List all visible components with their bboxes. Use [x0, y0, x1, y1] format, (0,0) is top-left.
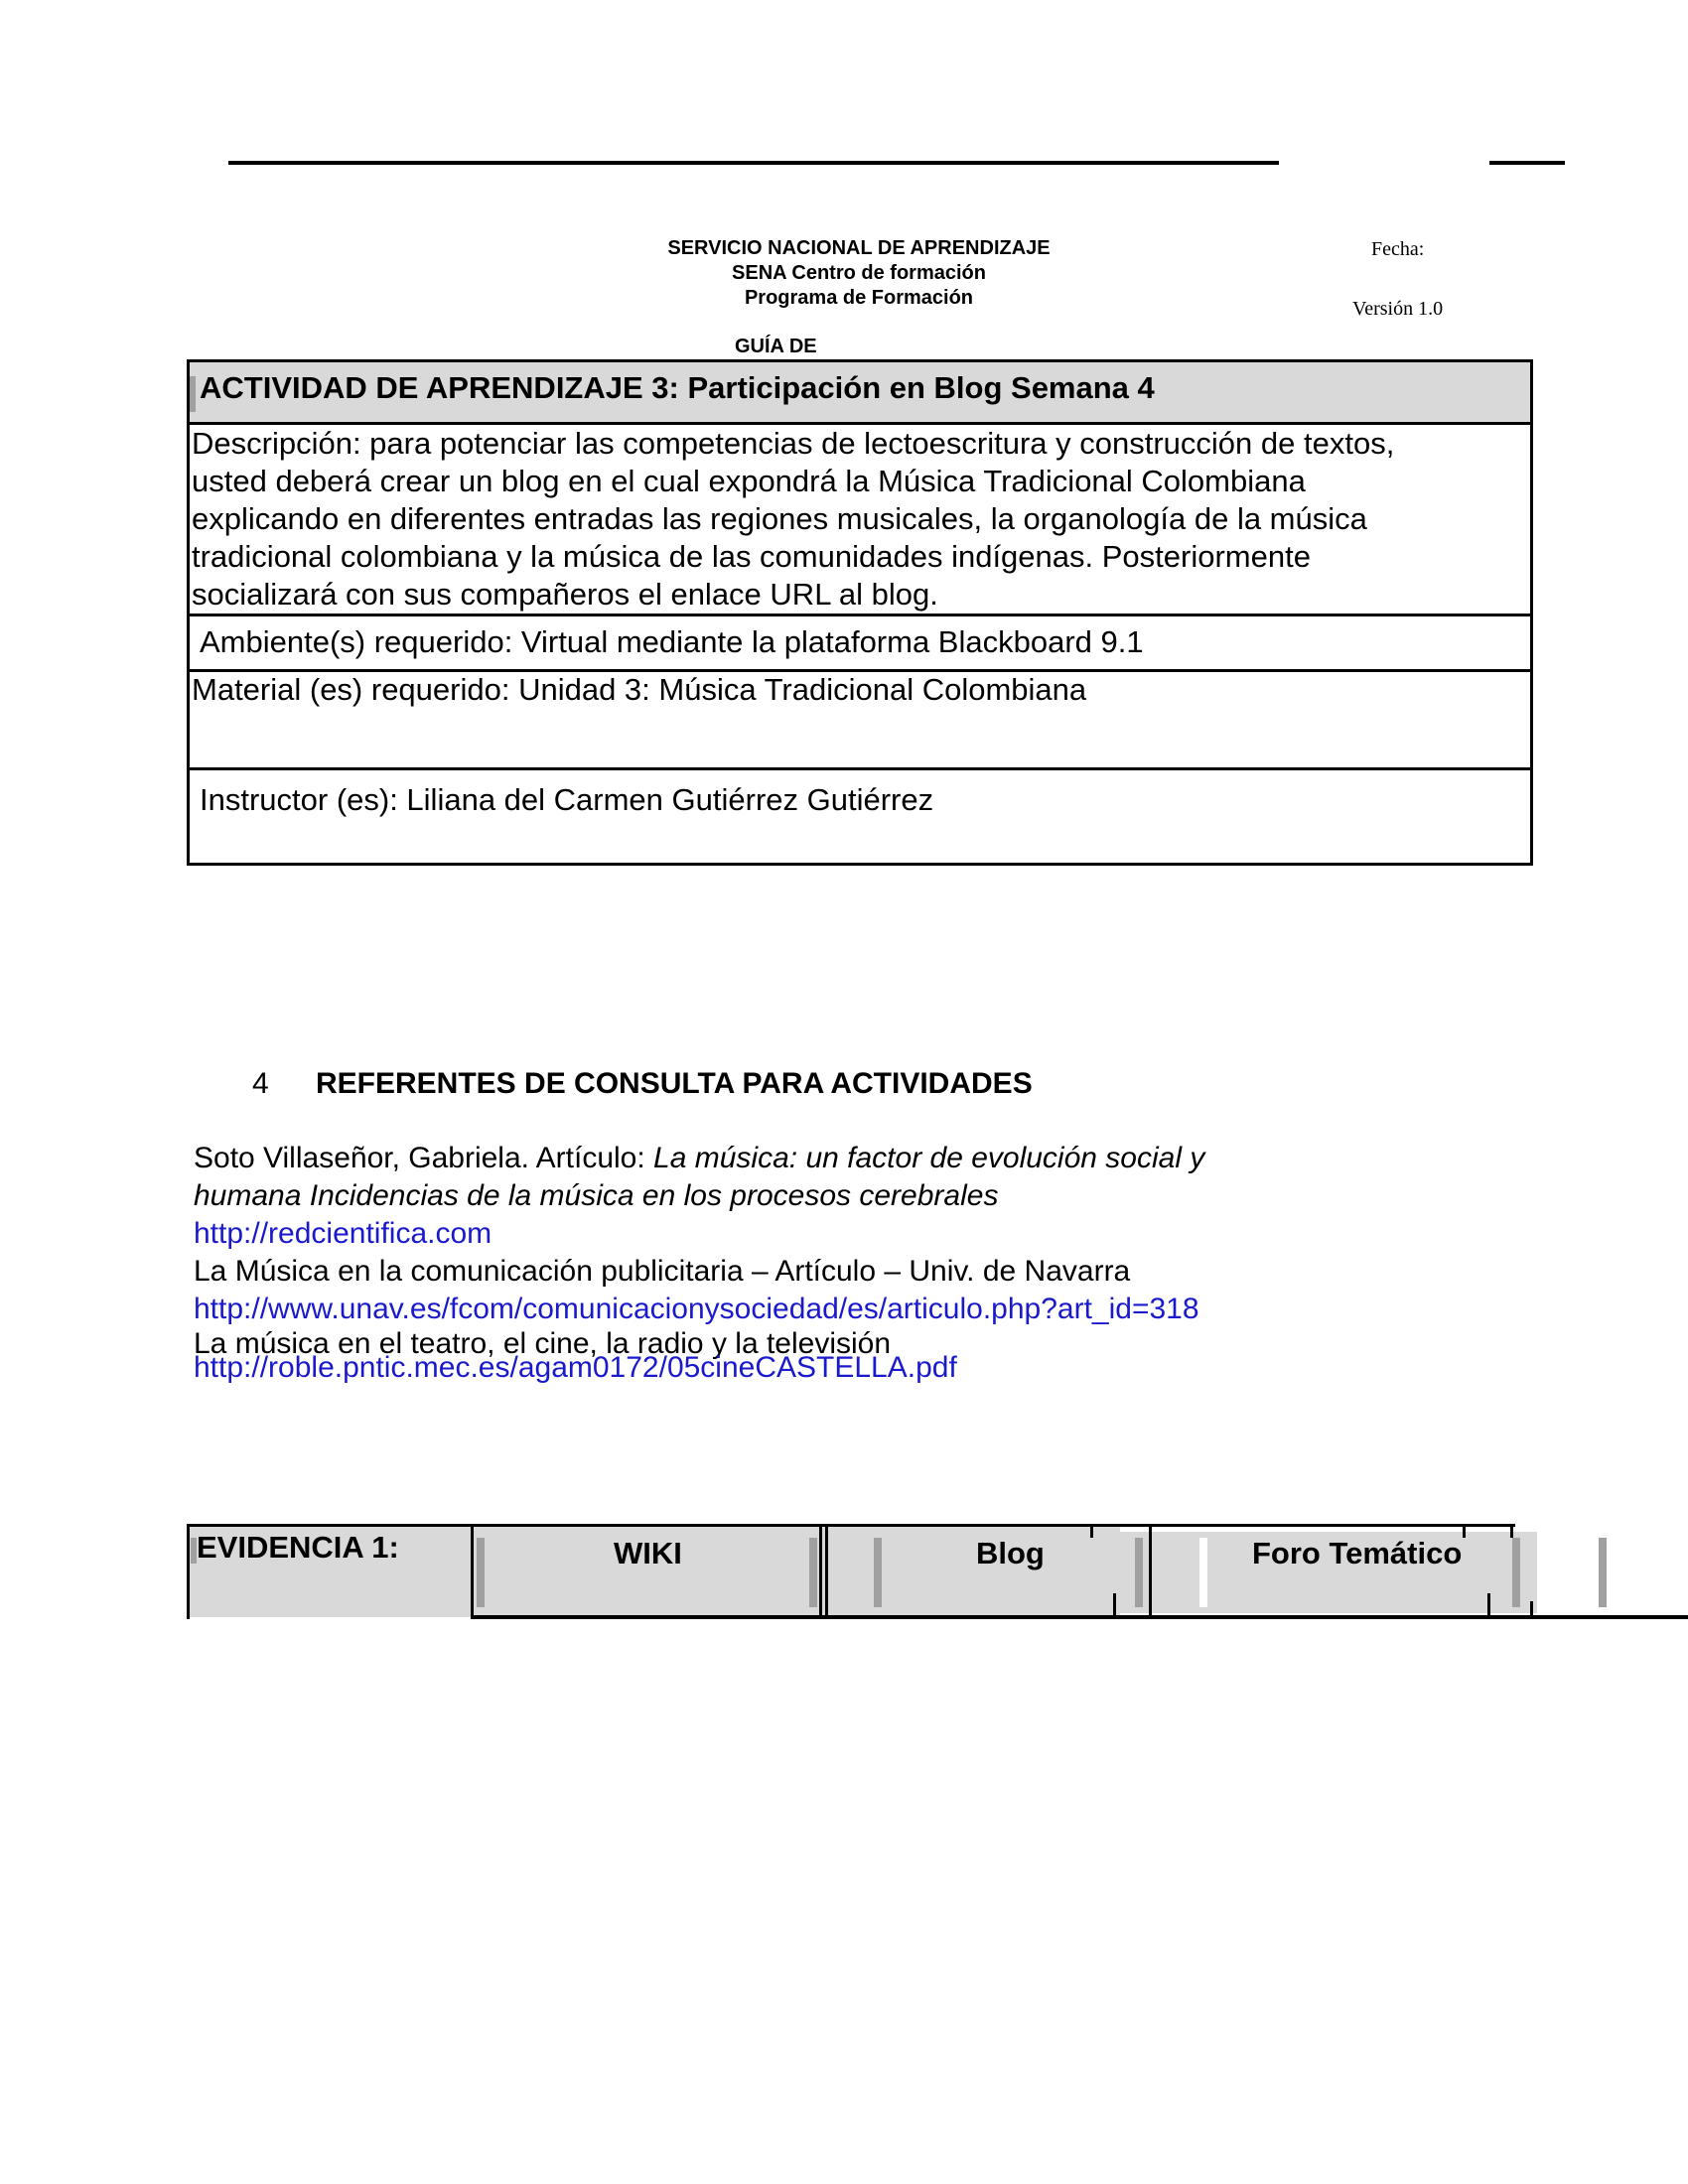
activity-ambiente — [190, 616, 1530, 672]
description-line: Descripción: para potenciar las competencias de lectoescritura y construcción de textos, — [192, 426, 1395, 461]
description-line: usted deberá crear un blog en el cual expondrá la Música Tradicional Colombiana — [192, 464, 1306, 498]
description-line: explicando en diferentes entradas las regiones musicales, la organología de la música — [192, 501, 1367, 536]
description-line: tradicional colombiana y la música de las comunidades indígenas. Posteriormente — [192, 539, 1311, 574]
reference-1-title: La música: un factor de evolución social y — [653, 1142, 1205, 1174]
fecha-label: Fecha: — [1371, 238, 1425, 260]
header-rule-short — [1489, 161, 1565, 165]
reference-3: La música en el teatro, el cine, la radio y la televisión — [194, 1327, 892, 1360]
shade-mark — [191, 1538, 197, 1564]
ambiente-text: Ambiente(s) requerido: Virtual mediante la plataforma Blackboard 9.1 — [200, 624, 1144, 659]
evidence-item-foro: Foro Temático — [1252, 1536, 1463, 1570]
reference-2-link[interactable]: http://www.unav.es/fcom/comunicacionysociedad/es/articulo.php?art_id=318 — [194, 1293, 1199, 1325]
highlight-mark — [1550, 1538, 1558, 1607]
shade-mark — [1599, 1538, 1607, 1607]
guia-label: GUÍA DE — [735, 336, 817, 357]
highlight-mark — [1199, 1538, 1207, 1607]
evidence-item-wiki: WIKI — [614, 1536, 682, 1570]
header-line-2: SENA Centro de formación — [732, 262, 986, 284]
activity-description — [190, 425, 1530, 616]
shade-mark — [809, 1538, 817, 1607]
evidence-label: EVIDENCIA 1: — [197, 1530, 399, 1565]
header-rule-long — [228, 161, 1279, 165]
activity-table — [187, 359, 1533, 866]
evidence-top-border — [187, 1524, 1515, 1527]
activity-material — [190, 672, 1530, 770]
evidence-divider — [825, 1524, 828, 1619]
section-title: REFERENTES DE CONSULTA PARA ACTIVIDADES — [316, 1067, 1033, 1100]
evidence-divider — [1487, 1593, 1490, 1619]
evidence-item-blog: Blog — [976, 1536, 1045, 1570]
evidence-table — [187, 1524, 1537, 1623]
section-number: 4 — [252, 1067, 269, 1100]
version-label: Versión 1.0 — [1352, 298, 1444, 320]
evidence-bottom-border — [473, 1615, 1688, 1619]
references-list — [194, 1140, 1385, 1384]
activity-instructor — [190, 770, 1530, 863]
description-line: socializará con sus compañeros el enlace URL al blog. — [192, 577, 938, 612]
evidence-divider — [819, 1524, 822, 1619]
header-institution — [556, 236, 1162, 311]
reference-1-title-cont: humana Incidencias de la música en los procesos cerebrales — [194, 1179, 999, 1212]
evidence-left-border — [187, 1524, 190, 1619]
shade-mark — [477, 1538, 485, 1607]
evidence-divider — [1463, 1524, 1466, 1538]
evidence-right-border — [1530, 1601, 1533, 1619]
reference-1-link[interactable]: http://redcientifica.com — [194, 1217, 492, 1250]
material-text: Material (es) requerido: Unidad 3: Música Tradicional Colombiana — [192, 672, 1087, 707]
reference-1-author: Soto Villaseñor, Gabriela. Artículo: — [194, 1142, 654, 1174]
shade-mark — [1512, 1538, 1520, 1607]
reference-1-line-1 — [194, 1140, 1385, 1177]
header-line-1: SERVICIO NACIONAL DE APRENDIZAJE — [667, 237, 1051, 259]
activity-title: ACTIVIDAD DE APRENDIZAJE 3: Participación en Blog Semana 4 — [200, 370, 1155, 405]
shade-mark — [1135, 1538, 1143, 1607]
evidence-label-cell — [187, 1524, 473, 1617]
evidence-divider — [1510, 1524, 1513, 1538]
evidence-divider — [1149, 1524, 1152, 1619]
activity-title-row — [190, 362, 1530, 425]
instructor-text: Instructor (es): Liliana del Carmen Gutiérrez Gutiérrez — [200, 782, 934, 817]
evidence-divider — [1090, 1524, 1093, 1538]
evidence-divider — [1113, 1593, 1116, 1619]
shade-mark — [874, 1538, 882, 1607]
reference-3-link[interactable]: http://roble.pntic.mec.es/agam0172/05cineCASTELLA.pdf — [194, 1351, 957, 1384]
header-line-3: Programa de Formación — [744, 287, 974, 309]
title-shade-mark — [190, 376, 196, 412]
evidence-divider — [471, 1524, 474, 1619]
reference-2: La Música en la comunicación publicitaria – Artículo – Univ. de Navarra — [194, 1255, 1131, 1288]
